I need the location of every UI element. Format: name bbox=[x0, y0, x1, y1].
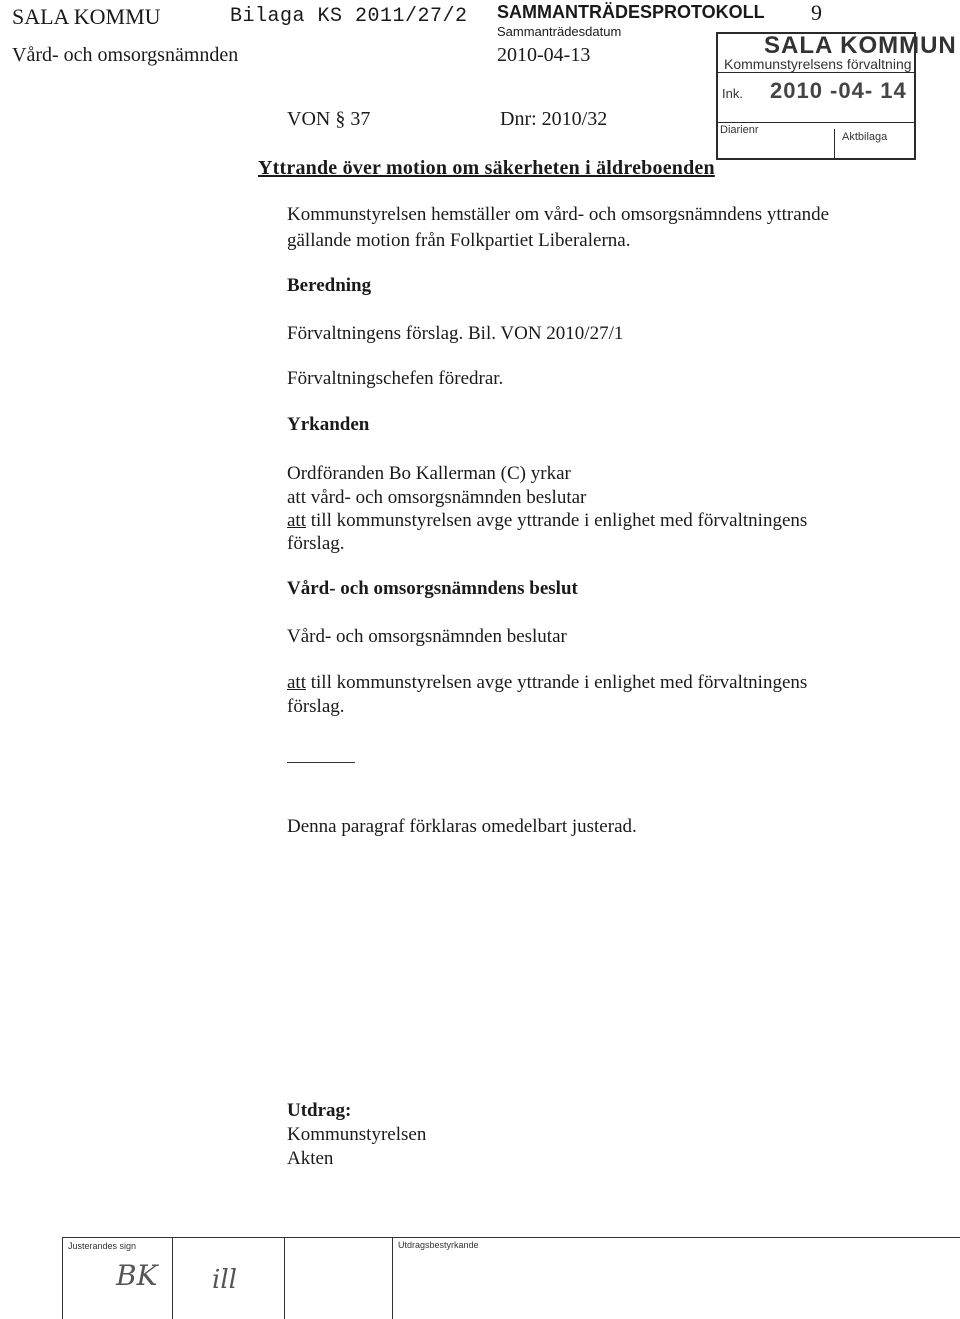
stamp-aktbilaga-label: Aktbilaga bbox=[842, 131, 888, 143]
decision-line-1: Vård- och omsorgsnämnden beslutar bbox=[287, 626, 567, 647]
stamp-subtitle: Kommunstyrelsens förvaltning bbox=[724, 56, 912, 72]
case-title: Yttrande över motion om säkerheten i äldreboenden bbox=[258, 157, 715, 179]
board-name: Vård- och omsorgsnämnden bbox=[12, 44, 239, 66]
presenter-text: Förvaltningschefen föredrar. bbox=[287, 368, 504, 389]
beredning-text: Förvaltningens förslag. Bil. VON 2010/27/1 bbox=[287, 323, 624, 344]
yrkande-line-4: förslag. bbox=[287, 533, 345, 554]
att-underlined: att bbox=[287, 510, 306, 531]
yrkande-line-3-rest: till kommunstyrelsen avge yttrande i enlighet med förvaltningens bbox=[306, 510, 808, 531]
signature-1: BK bbox=[116, 1259, 158, 1292]
received-stamp bbox=[716, 32, 957, 160]
meeting-date: 2010-04-13 bbox=[497, 44, 591, 66]
utdrag-recipient-2: Akten bbox=[287, 1148, 334, 1169]
case-number: Dnr: 2010/32 bbox=[500, 108, 608, 130]
beredning-heading: Beredning bbox=[287, 275, 372, 296]
municipality-name: SALA KOMMU bbox=[12, 4, 161, 29]
decision-heading: Vård- och omsorgsnämndens beslut bbox=[287, 578, 578, 599]
separator-line bbox=[287, 762, 355, 763]
stamp-diarienr-label: Diarienr bbox=[720, 124, 759, 136]
decision-line-2 bbox=[287, 670, 807, 696]
decision-line-3: förslag. bbox=[287, 696, 345, 717]
stamp-title: SALA KOMMUN bbox=[764, 32, 957, 59]
yrkanden-heading: Yrkanden bbox=[287, 414, 370, 435]
signature-2: ill bbox=[212, 1265, 237, 1295]
paragraph-number: VON § 37 bbox=[287, 108, 371, 130]
intro-line-1: Kommunstyrelsen hemställer om vård- och omsorgsnämndens yttrande bbox=[287, 204, 830, 225]
attachment-reference: Bilaga KS 2011/27/2 bbox=[230, 5, 468, 28]
signature-table bbox=[62, 1237, 960, 1319]
adjustment-note: Denna paragraf förklaras omedelbart justerad. bbox=[287, 816, 637, 837]
yrkande-line-2: att vård- och omsorgsnämnden beslutar bbox=[287, 487, 587, 508]
document-type: SAMMANTRÄDESPROTOKOLL bbox=[497, 2, 765, 22]
utdrag-recipient-1: Kommunstyrelsen bbox=[287, 1124, 427, 1145]
utdrag-heading: Utdrag: bbox=[287, 1100, 352, 1121]
yrkande-line-1: Ordföranden Bo Kallerman (C) yrkar bbox=[287, 463, 571, 484]
meeting-date-label: Sammanträdesdatum bbox=[497, 24, 622, 39]
att-underlined: att bbox=[287, 672, 306, 693]
utdragsbestyrkande-label: Utdragsbestyrkande bbox=[398, 1240, 479, 1250]
stamp-ink-label: Ink. bbox=[722, 86, 743, 101]
stamp-received-date: 2010 -04- 14 bbox=[770, 78, 907, 103]
yrkande-line-3 bbox=[287, 508, 807, 534]
justerandes-sign-label: Justerandes sign bbox=[68, 1241, 137, 1251]
decision-line-2-rest: till kommunstyrelsen avge yttrande i enlighet med förvaltningens bbox=[306, 672, 808, 693]
intro-line-2: gällande motion från Folkpartiet Liberalerna. bbox=[287, 230, 631, 251]
page-number: 9 bbox=[811, 0, 822, 25]
